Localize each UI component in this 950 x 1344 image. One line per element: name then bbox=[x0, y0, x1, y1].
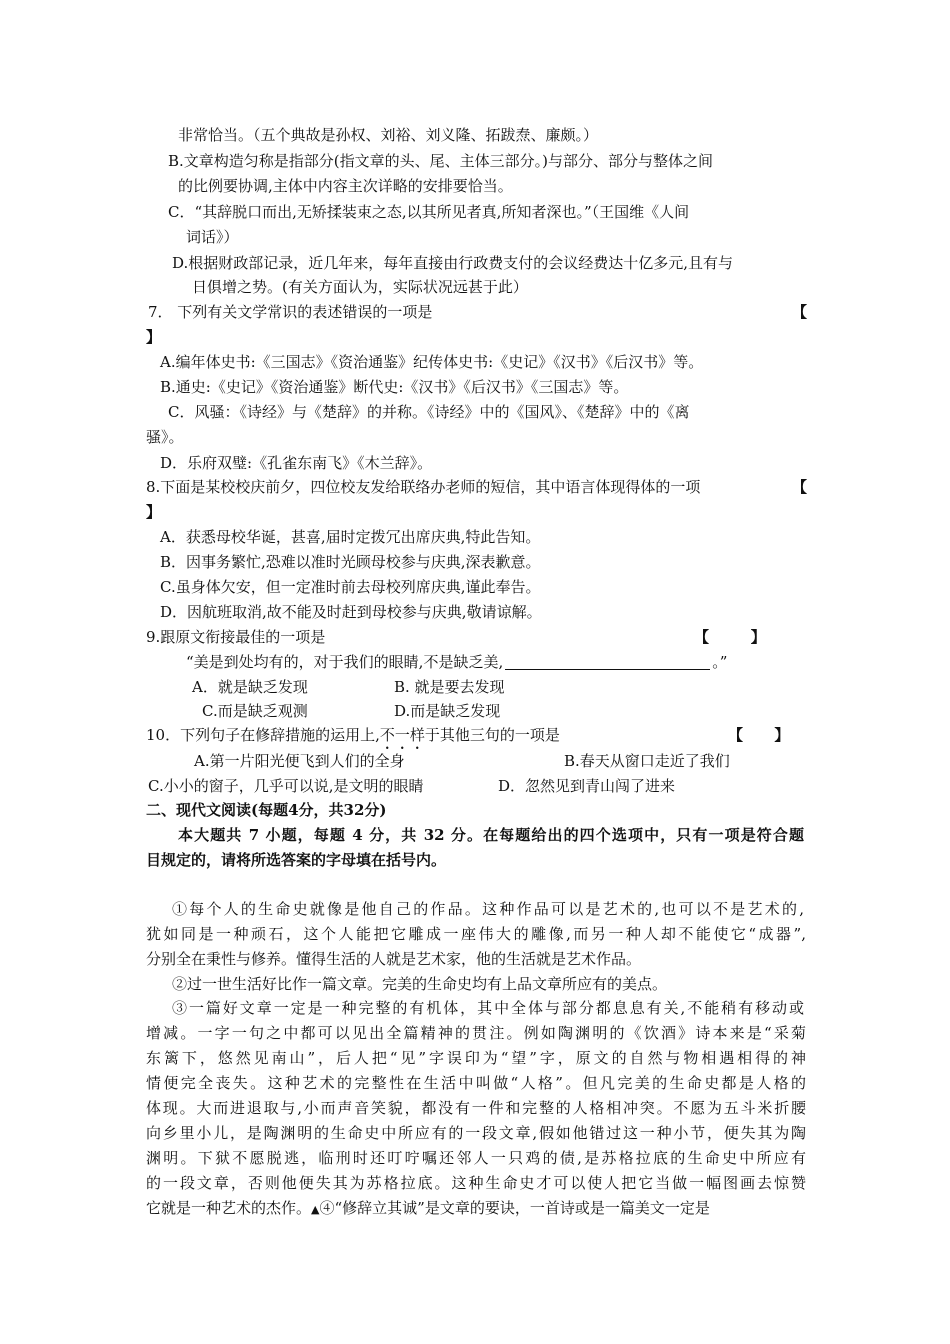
q6-option-b-line1: B.文章构造匀称是指部分(指文章的头、尾、主体三部分。)与部分、部分与整体之间 bbox=[168, 152, 713, 170]
q8-option-b: B．因事务繁忙,恐难以准时光顾母校参与庆典,深表歉意。 bbox=[160, 553, 541, 571]
q10-option-d: D．忽然见到青山闯了进来 bbox=[498, 777, 676, 795]
triangle-mark-icon: ▲ bbox=[311, 1203, 320, 1216]
passage-p3-line3: 东篱下，悠然见南山”，后人把“见”字误印为“望”字，原文的自然与物相遇相得的神 bbox=[146, 1049, 806, 1067]
q9-option-c: C.而是缺乏观测 bbox=[202, 702, 308, 720]
q7-option-d: D．乐府双璧:《孔雀东南飞》《木兰辞》。 bbox=[160, 454, 433, 472]
q10-option-b: B.春天从窗口走近了我们 bbox=[564, 752, 730, 770]
q7-option-c-line1: C．风骚：《诗经》与《楚辞》的并称。《诗经》中的《国风》、《楚辞》中的《离 bbox=[168, 403, 690, 421]
section-instructions-line2: 目规定的，请将所选答案的字母填在括号内。 bbox=[146, 851, 447, 869]
q7-option-c-line2: 骚》。 bbox=[146, 428, 184, 446]
q6-option-d-line1: D.根据财政部记录，近几年来，每年直接由行政费支付的会议经费达十亿多元,且有与 bbox=[172, 254, 734, 272]
q10-stem bbox=[146, 724, 560, 753]
passage-p4-start: ④“修辞立其诚”是文章的要诀，一首诗或是一篇美文一定是 bbox=[319, 1199, 710, 1217]
passage-p3-line4: 情便完全丧失。这种艺术的完整性在生活中叫做“人格”。但凡完美的生命史都是人格的 bbox=[146, 1074, 806, 1092]
passage-p3-line1: ③一篇好文章一定是一种完整的有机体，其中全体与部分都息息有关,不能稍有移动或 bbox=[172, 999, 804, 1017]
q9-quote bbox=[186, 651, 727, 673]
q10-stem-after: 于其他三句的一项是 bbox=[424, 726, 560, 744]
q9-option-b: B. 就是要去发现 bbox=[394, 678, 505, 696]
q10-stem-emphasized: 不一样 bbox=[379, 726, 425, 744]
passage-p3-line5: 体现。大而进退取与,小而声音笑貌，都没有一件和完整的人格相冲突。不愿为五斗米折腰 bbox=[146, 1099, 806, 1117]
q9-option-d: D.而是缺乏发现 bbox=[394, 702, 501, 720]
q9-answer-bracket[interactable]: 【 】 bbox=[694, 628, 766, 646]
passage-p1-line1: ①每个人的生命史就像是他自己的作品。这种作品可以是艺术的,也可以不是艺术的, bbox=[172, 900, 804, 918]
q9-stem: 9.跟原文衔接最佳的一项是 bbox=[146, 628, 326, 646]
passage-p1-line2: 犹如同是一种顽石，这个人能把它雕成一座伟大的雕像,而另一种人却不能使它“成器”, bbox=[146, 925, 806, 943]
q6-option-c-line2: 词话》） bbox=[186, 228, 239, 246]
q9-quote-start: “美是到处均有的，对于我们的眼睛,不是缺乏美, bbox=[186, 653, 504, 671]
q10-stem-before: 10．下列句子在修辞措施的运用上, bbox=[146, 726, 380, 744]
passage-p3-line9 bbox=[146, 1197, 710, 1221]
q8-option-a: A．获悉母校华诞，甚喜,届时定拨冗出席庆典,特此告知。 bbox=[160, 528, 541, 546]
q7-option-a: A.编年体史书:《三国志》《资治通鉴》纪传体史书:《史记》《汉书》《后汉书》等。 bbox=[160, 353, 704, 371]
passage-p3-line7: 渊明。下狱不愿脱逃，临刑时还叮咛嘱还邻人一只鸡的债,是苏格拉底的生命史中所应有 bbox=[146, 1149, 806, 1167]
passage-p3-line6: 向乡里小儿，是陶渊明的生命史中所应有的一段文章,假如他错过这一种小节，便失其为陶 bbox=[146, 1124, 806, 1142]
section-instructions-line1: 本大题共 7 小题，每题 4 分，共 32 分。在每题给出的四个选项中，只有一项是符合题 bbox=[178, 826, 804, 844]
q8-answer-bracket-open[interactable]: 【 bbox=[792, 478, 808, 496]
q10-answer-bracket[interactable]: 【 】 bbox=[728, 726, 790, 744]
q8-stem: 8.下面是某校校庆前夕，四位校友发给联络办老师的短信，其中语言体现得体的一项 bbox=[146, 478, 701, 496]
q6-option-b-line2: 的比例要协调,主体中内容主次详略的安排要恰当。 bbox=[178, 177, 513, 195]
passage-p2: ②过一世生活好比作一篇文章。完美的生命史均有上品文章所应有的美点。 bbox=[172, 975, 668, 993]
passage-p1-line3: 分别全在秉性与修养。懂得生活的人就是艺术家，他的生活就是艺术作品。 bbox=[146, 950, 642, 968]
q7-stem: 7． 下列有关文学常识的表述错误的一项是 bbox=[148, 303, 433, 321]
q6-option-a-tail: 非常恰当。（五个典故是孙权、刘裕、刘义隆、拓跋焘、廉颇。） bbox=[178, 126, 599, 144]
q7-answer-bracket-close: 】 bbox=[146, 328, 162, 346]
section-heading: 二、现代文阅读(每题4分，共32分) bbox=[146, 801, 387, 819]
passage-p3-line8: 的一段文章，否则他便失其为苏格拉底。这种生命史才可以使人把它当做一幅图画去惊赞 bbox=[146, 1174, 806, 1192]
q8-option-d: D．因航班取消,故不能及时赶到母校参与庆典,敬请谅解。 bbox=[160, 603, 542, 621]
q9-option-a: A．就是缺乏发现 bbox=[192, 678, 308, 696]
q9-quote-end: 。” bbox=[712, 653, 728, 671]
q8-answer-bracket-close: 】 bbox=[146, 503, 162, 521]
q10-option-c: C.小小的窗子，几乎可以说,是文明的眼睛 bbox=[148, 777, 424, 795]
q7-option-b: B.通史:《史记》《资治通鉴》断代史:《汉书》《后汉书》《三国志》等。 bbox=[160, 378, 629, 396]
q8-option-c: C.虽身体欠安，但一定准时前去母校列席庆典,谨此奉告。 bbox=[160, 578, 541, 596]
q7-answer-bracket-open[interactable]: 【 bbox=[792, 303, 808, 321]
q10-option-a: A.第一片阳光便飞到人们的全身 bbox=[194, 752, 405, 770]
q6-option-c-line1: C．“其辞脱口而出,无矫揉装束之态,以其所见者真,所知者深也。”（王国维《人间 bbox=[168, 203, 690, 221]
q6-option-d-line2: 日俱增之势。(有关方面认为，实际状况远甚于此） bbox=[192, 278, 528, 296]
q9-fill-blank[interactable] bbox=[505, 654, 710, 670]
passage-p3-line2: 增减。一字一句之中都可以见出全篇精神的贯注。例如陶渊明的《饮酒》诗本来是“采菊 bbox=[146, 1024, 806, 1042]
passage-p3-end: 它就是一种艺术的杰作。 bbox=[146, 1199, 312, 1217]
